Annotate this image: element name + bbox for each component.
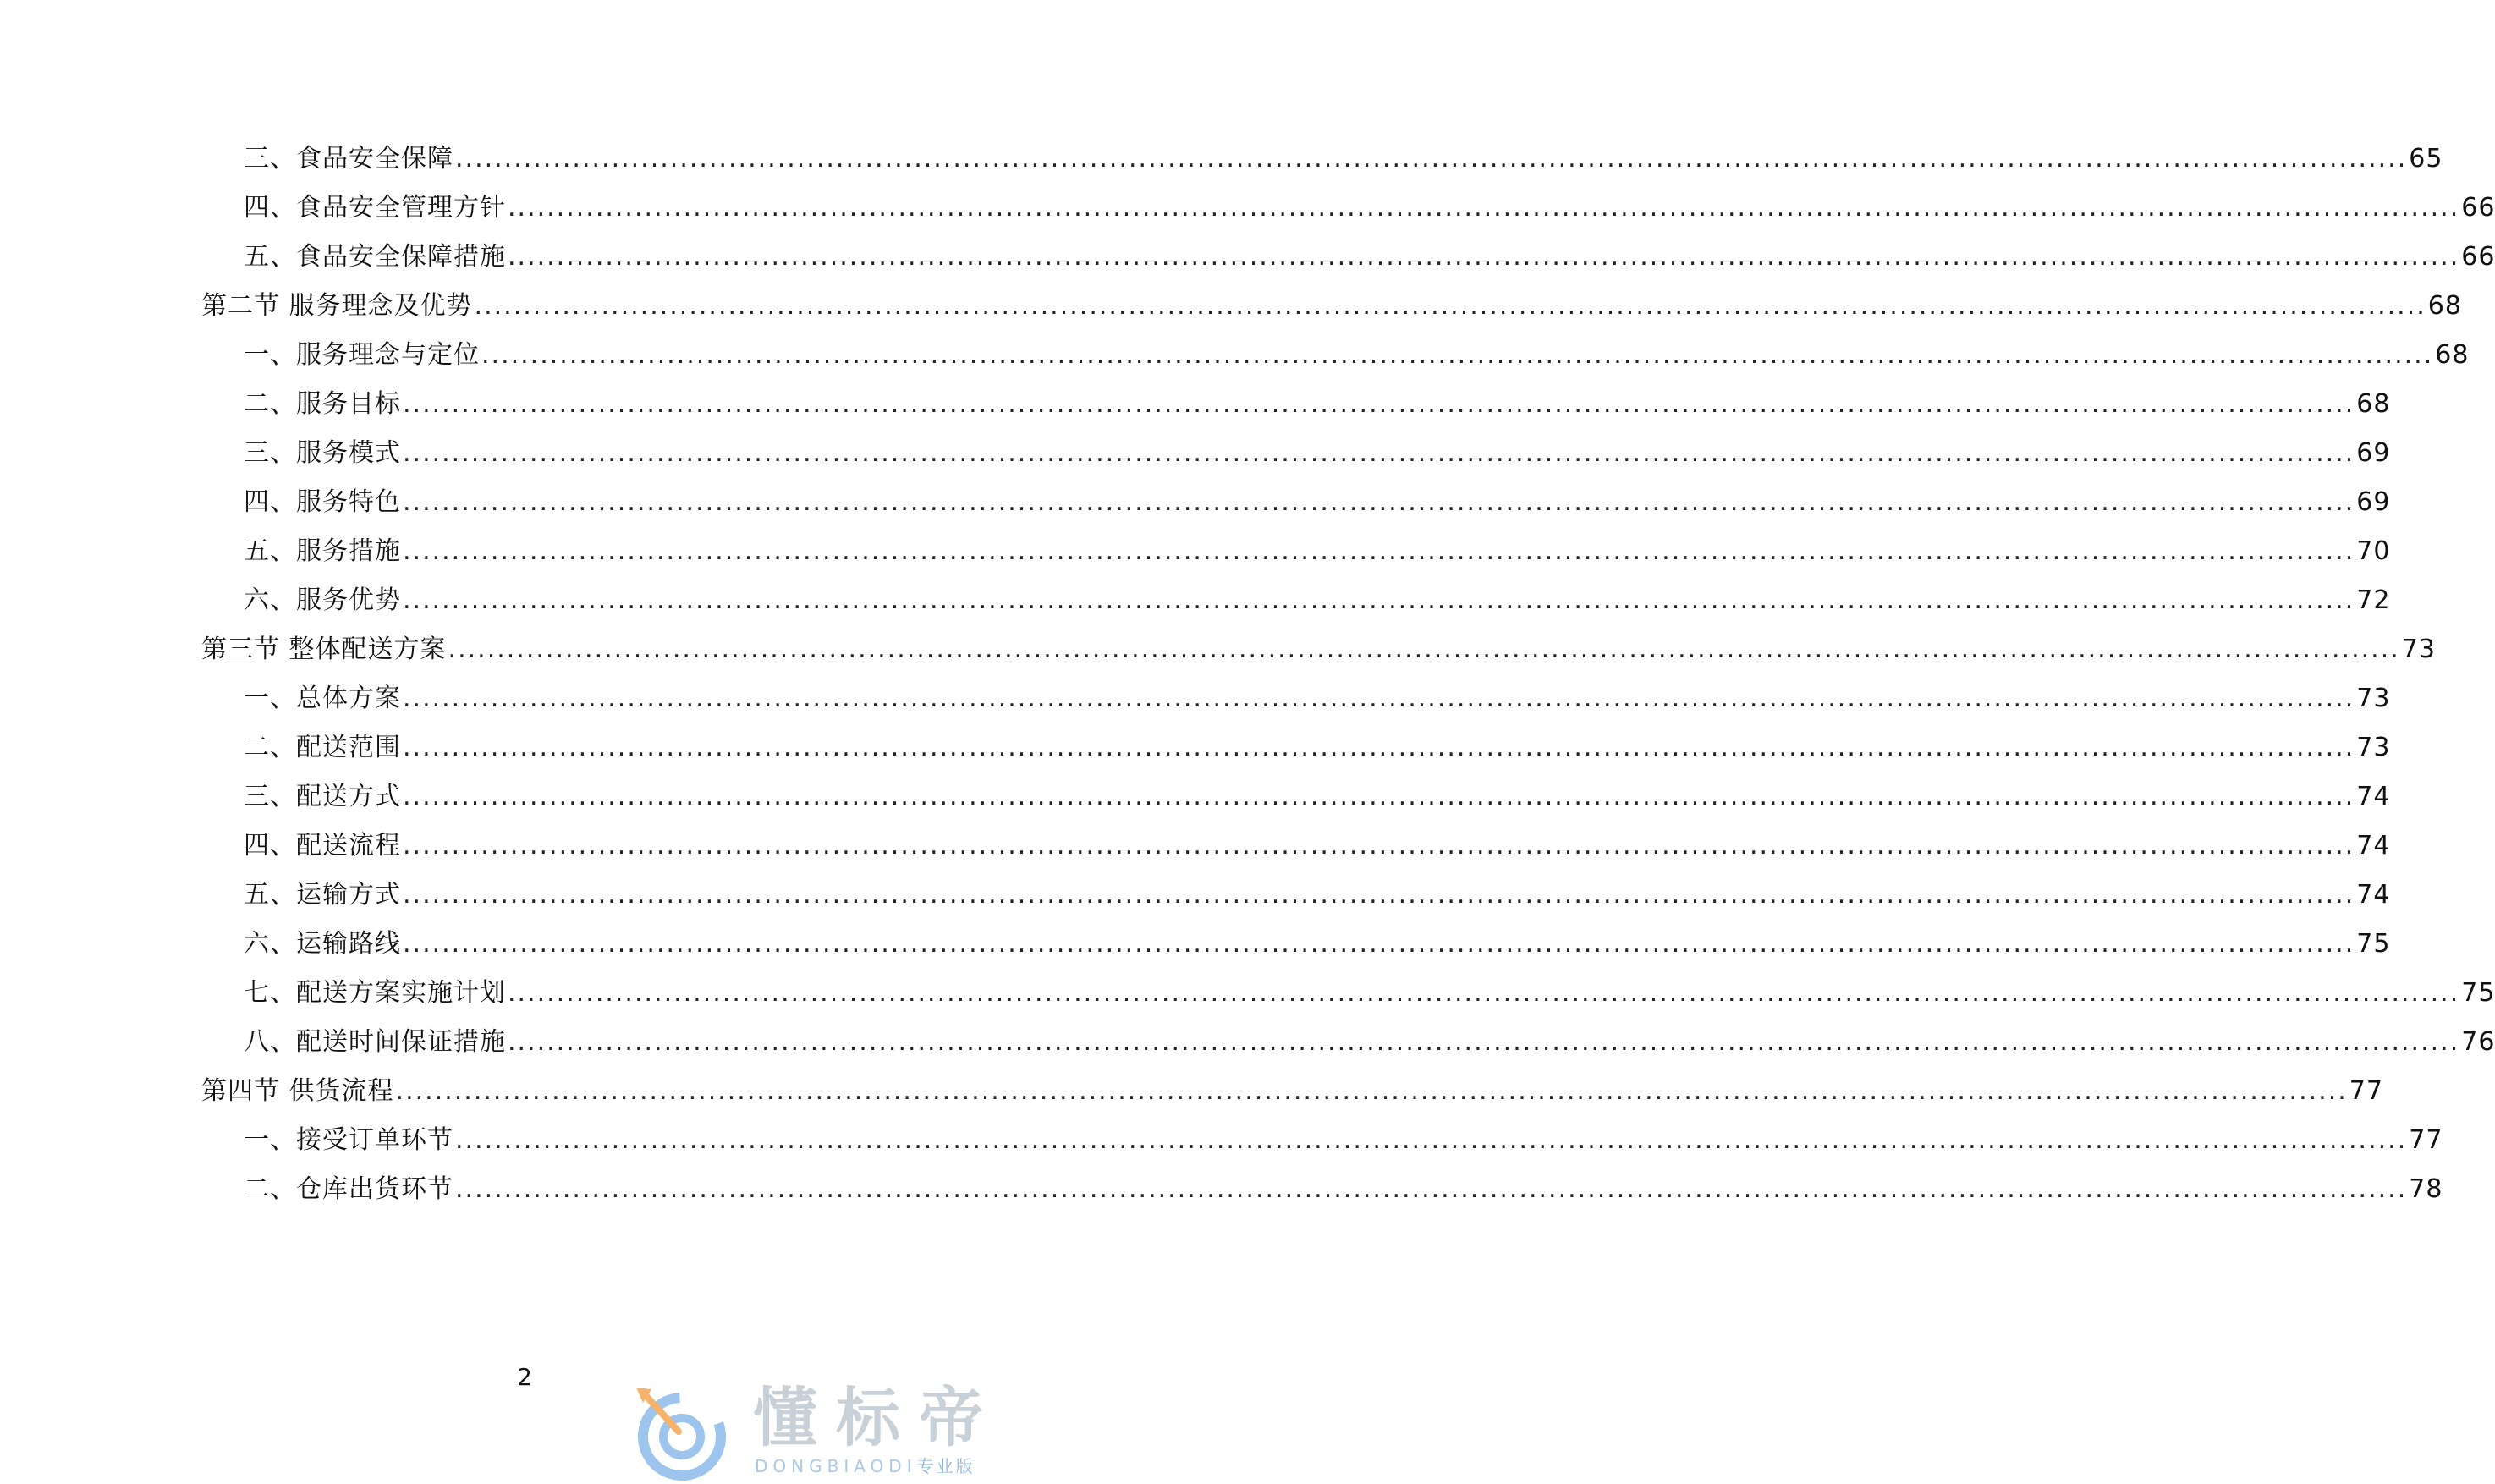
toc-dot-leader: ........................................................................................................................................................................................................ — [455, 144, 2408, 173]
toc-entry-title: 五、食品安全保障措施 — [244, 242, 506, 272]
target-arrow-logo-icon — [626, 1381, 736, 1481]
toc-entry-page: 75 — [2356, 929, 2391, 959]
toc-dot-leader: ........................................................................................................................................................................................................ — [448, 635, 2400, 664]
toc-entry-title: 五、服务措施 — [244, 536, 401, 566]
toc-entry-title: 六、运输路线 — [244, 929, 401, 959]
toc-entry-title: 第二节 服务理念及优势 — [201, 291, 473, 321]
toc-entry-page: 77 — [2349, 1076, 2383, 1106]
toc-entry[interactable] — [244, 1171, 2443, 1208]
toc-entry[interactable] — [244, 1024, 2495, 1061]
toc-entry-page: 66 — [2461, 242, 2495, 272]
toc-entry-page: 66 — [2461, 193, 2495, 223]
toc-dot-leader: ........................................................................................................................................................................................................ — [403, 438, 2355, 468]
toc-entry-page: 65 — [2409, 144, 2443, 173]
toc-dot-leader: ........................................................................................................................................................................................................ — [403, 536, 2355, 566]
toc-entry-title: 八、配送时间保证措施 — [244, 1027, 506, 1057]
toc-entry[interactable] — [244, 140, 2443, 178]
toc-entry-title: 四、配送流程 — [244, 831, 401, 860]
toc-entry[interactable] — [244, 827, 2391, 865]
toc-entry-page: 68 — [2427, 291, 2462, 321]
brand-watermark — [626, 1381, 1032, 1481]
toc-dot-leader: ........................................................................................................................................................................................................ — [403, 929, 2355, 959]
toc-entry-title: 三、配送方式 — [244, 782, 401, 811]
toc-dot-leader: ........................................................................................................................................................................................................ — [403, 782, 2355, 811]
toc-entry-title: 五、运输方式 — [244, 880, 401, 910]
toc-entry-title: 第三节 整体配送方案 — [201, 635, 447, 664]
toc-dot-leader: ........................................................................................................................................................................................................ — [403, 389, 2355, 419]
brand-edition: 专业版 — [916, 1456, 975, 1476]
toc-section-entry[interactable] — [201, 1073, 2383, 1110]
toc-entry[interactable] — [244, 680, 2391, 717]
toc-entry-page: 73 — [2401, 635, 2436, 664]
toc-dot-leader: ........................................................................................................................................................................................................ — [455, 1125, 2408, 1155]
toc-entry-page: 76 — [2461, 1027, 2495, 1057]
toc-dot-leader: ........................................................................................................................................................................................................ — [508, 193, 2460, 223]
brand-chinese-name: 懂标帝 — [753, 1380, 1002, 1455]
toc-entry-page: 73 — [2356, 733, 2391, 762]
toc-entry-title: 一、服务理念与定位 — [244, 340, 480, 370]
toc-entry-title: 六、服务优势 — [244, 585, 401, 615]
toc-entry[interactable] — [244, 484, 2391, 521]
toc-entry-page: 78 — [2409, 1174, 2443, 1204]
toc-entry-title: 四、服务特色 — [244, 487, 401, 517]
toc-entry[interactable] — [244, 729, 2391, 767]
toc-entry-title: 二、仓库出货环节 — [244, 1174, 453, 1204]
toc-entry[interactable] — [244, 386, 2391, 423]
toc-entry[interactable] — [244, 877, 2391, 914]
toc-entry-page: 69 — [2356, 487, 2391, 517]
toc-entry-page: 68 — [2435, 340, 2470, 370]
toc-entry[interactable] — [244, 1122, 2443, 1159]
toc-entry-page: 77 — [2409, 1125, 2443, 1155]
toc-entry-title: 一、接受订单环节 — [244, 1125, 453, 1155]
toc-dot-leader: ........................................................................................................................................................................................................ — [403, 487, 2355, 517]
toc-entry-title: 第四节 供货流程 — [201, 1076, 394, 1106]
toc-dot-leader: ........................................................................................................................................................................................................ — [403, 831, 2355, 860]
toc-entry-title: 二、服务目标 — [244, 389, 401, 419]
toc-entry[interactable] — [244, 435, 2391, 472]
toc-dot-leader: ........................................................................................................................................................................................................ — [508, 242, 2460, 272]
toc-dot-leader: ........................................................................................................................................................................................................ — [508, 978, 2460, 1008]
toc-entry[interactable] — [244, 926, 2391, 963]
toc-entry-title: 四、食品安全管理方针 — [244, 193, 506, 223]
brand-english-name — [755, 1455, 975, 1477]
toc-entry-title: 三、食品安全保障 — [244, 144, 453, 173]
toc-entry[interactable] — [244, 975, 2495, 1012]
toc-entry-title: 二、配送范围 — [244, 733, 401, 762]
toc-entry[interactable] — [244, 582, 2391, 619]
toc-entry-page: 73 — [2356, 684, 2391, 713]
toc-dot-leader: ........................................................................................................................................................................................................ — [403, 733, 2355, 762]
toc-dot-leader: ........................................................................................................................................................................................................ — [395, 1076, 2348, 1106]
toc-dot-leader: ........................................................................................................................................................................................................ — [508, 1027, 2460, 1057]
toc-entry-page: 69 — [2356, 438, 2391, 468]
toc-entry[interactable] — [244, 337, 2470, 374]
toc-entry-page: 70 — [2356, 536, 2391, 566]
brand-pinyin: DONGBIAODI — [755, 1456, 917, 1476]
page-number: 2 — [517, 1363, 532, 1391]
toc-entry-title: 一、总体方案 — [244, 684, 401, 713]
toc-entry-page: 74 — [2356, 880, 2391, 910]
toc-entry[interactable] — [244, 239, 2495, 276]
toc-entry[interactable] — [244, 533, 2391, 570]
toc-entry-page: 75 — [2461, 978, 2495, 1008]
toc-entry-page: 74 — [2356, 782, 2391, 811]
toc-dot-leader: ........................................................................................................................................................................................................ — [403, 880, 2355, 910]
toc-entry-page: 72 — [2356, 585, 2391, 615]
toc-dot-leader: ........................................................................................................................................................................................................ — [455, 1174, 2408, 1204]
toc-dot-leader: ........................................................................................................................................................................................................ — [403, 684, 2355, 713]
toc-entry[interactable] — [244, 190, 2495, 227]
toc-dot-leader: ........................................................................................................................................................................................................ — [481, 340, 2434, 370]
toc-entry-title: 七、配送方案实施计划 — [244, 978, 506, 1008]
toc-entry-title: 三、服务模式 — [244, 438, 401, 468]
toc-entry-page: 68 — [2356, 389, 2391, 419]
toc-dot-leader: ........................................................................................................................................................................................................ — [403, 585, 2355, 615]
toc-entry-page: 74 — [2356, 831, 2391, 860]
toc-section-entry[interactable] — [201, 288, 2462, 325]
toc-entry[interactable] — [244, 778, 2391, 816]
toc-section-entry[interactable] — [201, 631, 2436, 668]
toc-dot-leader: ........................................................................................................................................................................................................ — [474, 291, 2426, 321]
